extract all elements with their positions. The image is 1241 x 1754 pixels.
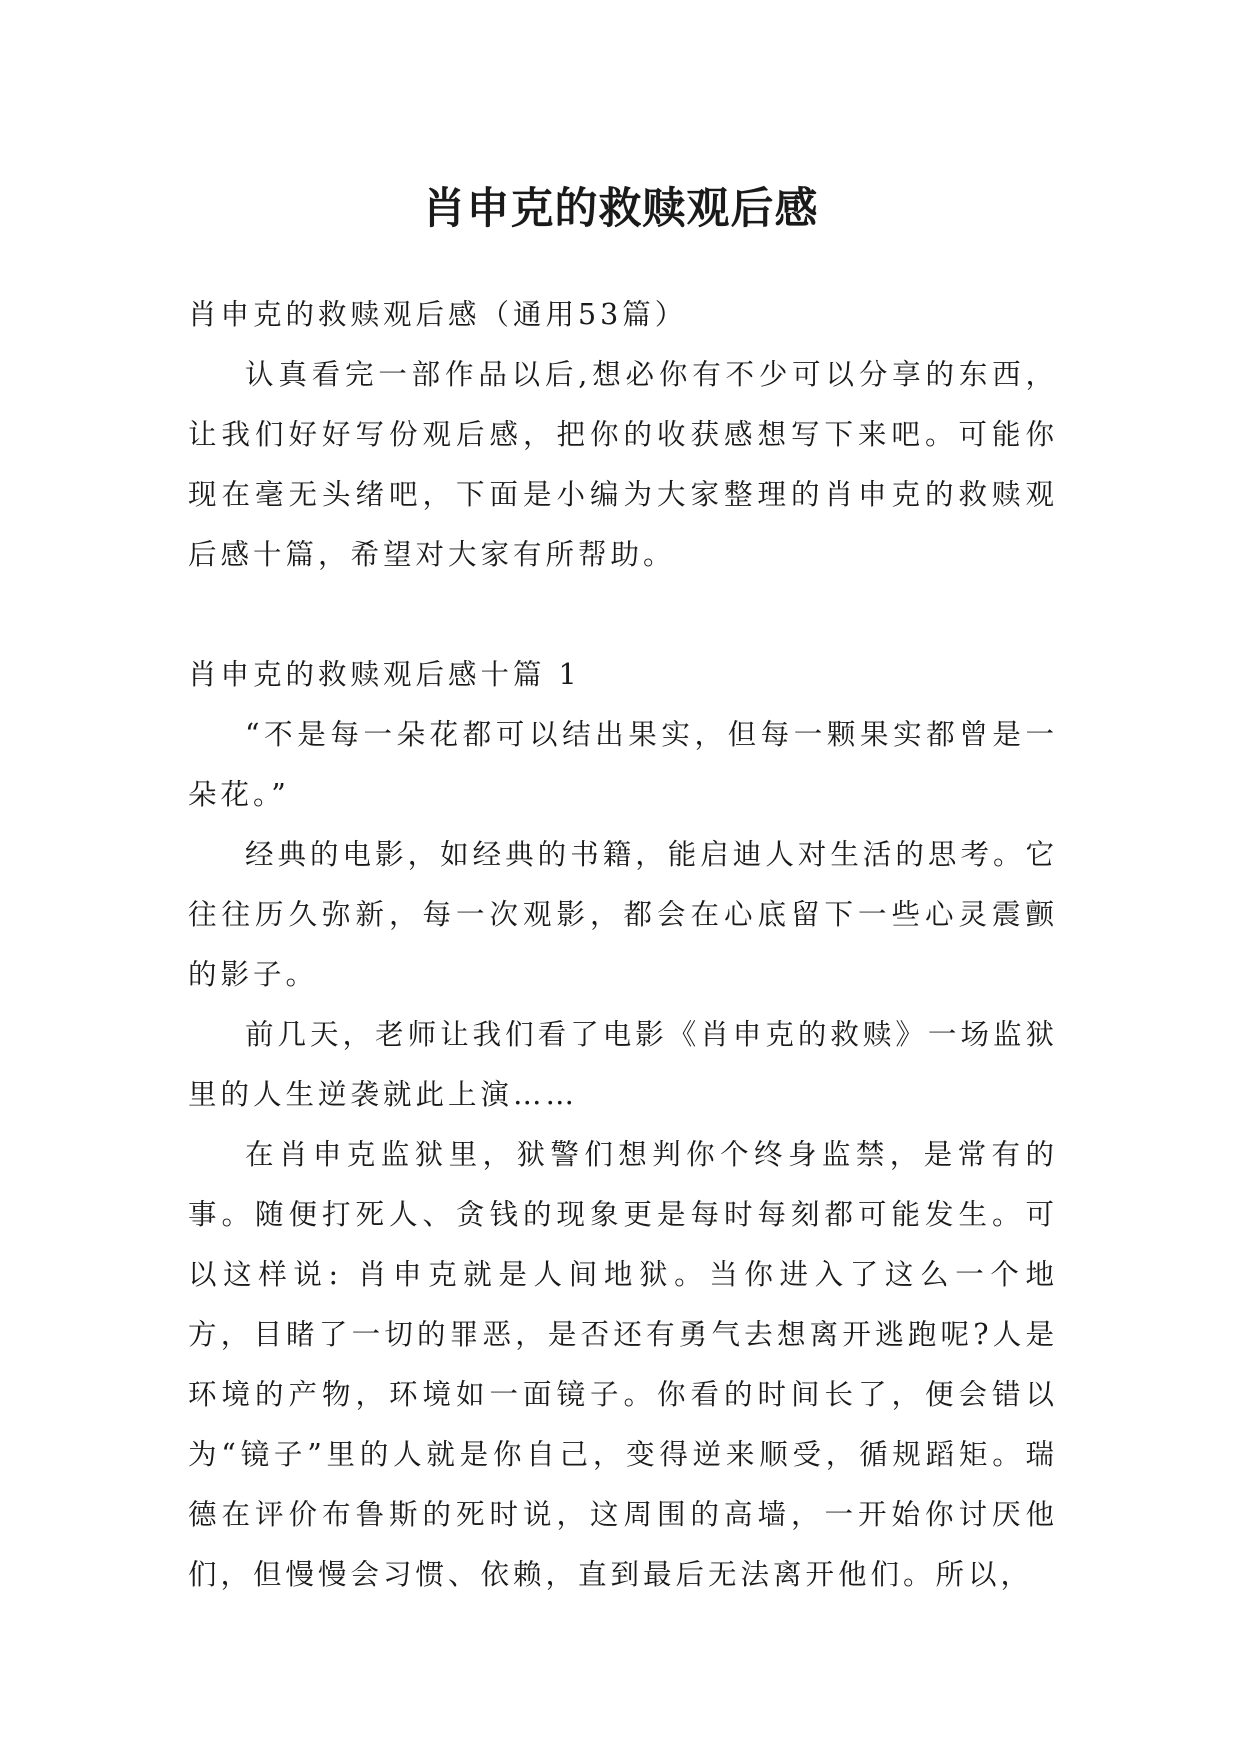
body-paragraph: 前几天，老师让我们看了电影《肖申克的救赎》一场监狱里的人生逆袭就此上演…… <box>188 1018 1058 1111</box>
document-subtitle: 肖申克的救赎观后感（通用53篇） <box>188 298 688 331</box>
body-paragraph: “不是每一朵花都可以结出果实，但每一颗果实都曾是一朵花。” <box>188 718 1058 811</box>
section-spacer <box>188 585 1058 645</box>
body-paragraph: 经典的电影，如经典的书籍，能启迪人对生活的思考。它往往历久弥新，每一次观影，都会在心底留下一些心灵震颤的影子。 <box>188 838 1058 991</box>
intro-paragraph: 认真看完一部作品以后,想必你有不少可以分享的东西，让我们好好写份观后感，把你的收获感想写下来吧。可能你现在毫无头绪吧，下面是小编为大家整理的肖申克的救赎观后感十篇，希望对大家有所帮助。 <box>188 358 1058 571</box>
document-body <box>188 285 1058 1605</box>
section-heading: 肖申克的救赎观后感十篇 1 <box>188 658 581 691</box>
body-paragraph: 在肖申克监狱里，狱警们想判你个终身监禁，是常有的事。随便打死人、贪钱的现象更是每时每刻都可能发生。可以这样说: 肖申克就是人间地狱。当你进入了这么一个地方，目睹了一切的罪恶，是否还有勇气去想离开逃跑呢?人是环境的产物，环境如一面镜子。你看的时间长了，便会错以为“镜子”里的人就是你自己，变得逆来顺受，循规蹈矩。瑞德在评价布鲁斯的死时说，这周围的高墙，一开始你讨厌他们，但慢慢会习惯、依赖，直到最后无法离开他们。所以， <box>188 1138 1058 1591</box>
document-title: 肖申克的救赎观后感 <box>422 183 819 234</box>
